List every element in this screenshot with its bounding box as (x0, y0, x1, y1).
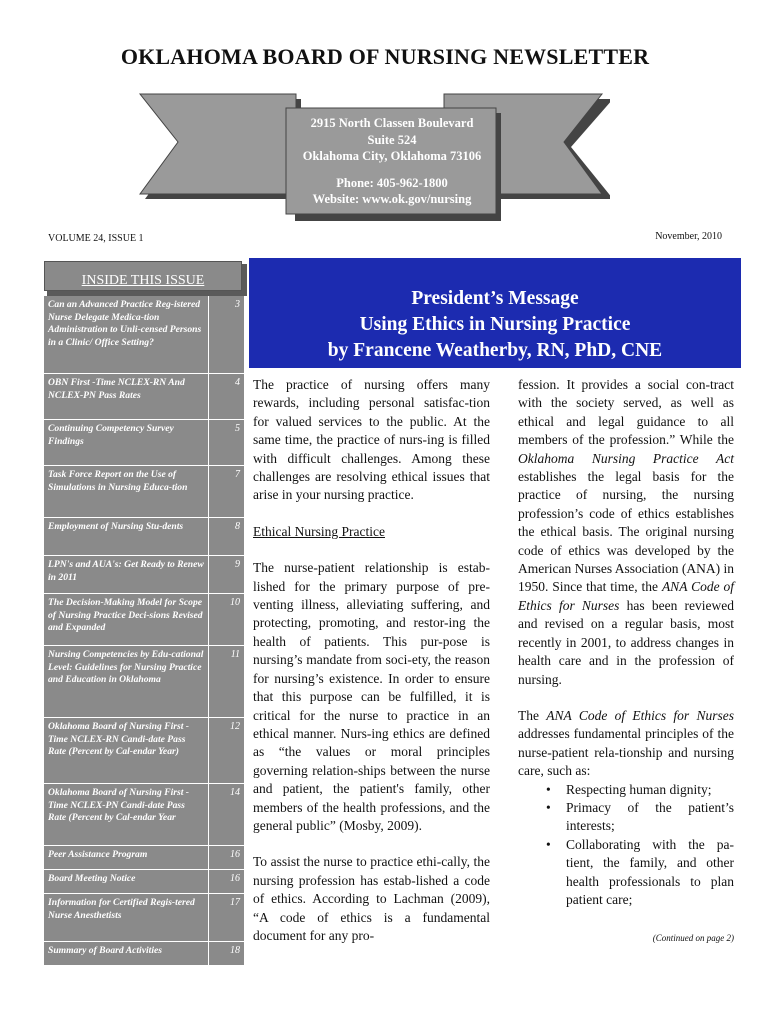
toc-item-title: Oklahoma Board of Nursing First -Time NCLEX-RN Candi-date Pass Rate (Percent by Cal-endar Year) (44, 718, 208, 784)
toc-item-title: Summary of Board Activities (44, 942, 208, 966)
toc-item-title: LPN's and AUA's: Get Ready to Renew in 2011 (44, 556, 208, 594)
issue-date: November, 2010 (655, 231, 722, 242)
toc-row[interactable] (44, 518, 244, 556)
article-title: Using Ethics in Nursing Practice (359, 314, 631, 335)
toc-item-page: 16 (208, 870, 244, 894)
list-item: • Respecting human dignity; (566, 781, 734, 799)
list-item: • Collaborating with the pa-tient, the family, and other health professionals to plan patient care; (566, 836, 734, 910)
paragraph: fession. It provides a social con-tract with the society served, as well as ethical and legal guidance to all members of the profession.” While the Oklahoma Nursing Practice Act establishes the legal basis for the practice of nursing, the nursing profession’s code of ethics establishes the ethical basis. The original nursing code of ethics was developed by the American Nurses Association (ANA) in 1950. Since that time, the ANA Code of Ethics for Nurses has been reviewed and revised on a regular basis, most recently in 2001, to address changes in health care and in the profession of nursing. (518, 377, 734, 687)
article-byline: by Francene Weatherby, RN, PhD, CNE (327, 340, 663, 361)
toc-item-title: Employment of Nursing Stu-dents (44, 518, 208, 556)
toc-item-title: Task Force Report on the Use of Simulations in Nursing Educa-tion (44, 466, 208, 518)
toc-row[interactable] (44, 718, 244, 784)
paragraph: To assist the nurse to practice ethi-cally, the nursing profession has estab-lished a code of ethics. According to Lachman (2009), “A code of ethics is a fundamental document for any pro- (253, 854, 490, 943)
toc-row[interactable] (44, 942, 244, 966)
toc-item-page: 18 (208, 942, 244, 966)
toc-item-page: 5 (208, 420, 244, 466)
toc-item-page: 12 (208, 718, 244, 784)
toc-row[interactable] (44, 466, 244, 518)
toc-item-title: OBN First -Time NCLEX-RN And NCLEX-PN Pass Rates (44, 374, 208, 420)
toc-row[interactable] (44, 870, 244, 894)
toc-row[interactable] (44, 374, 244, 420)
toc-item-page: 16 (208, 846, 244, 870)
paragraph: The practice of nursing offers many rewards, including personal satisfac-tion for valued services to the public. At the same time, the practice of nurs-ing is filled with difficult challenges. Among these challenges are resolving ethical issues that arise in your nursing practice. (253, 377, 490, 503)
article-header (249, 258, 741, 368)
toc-item-title: Board Meeting Notice (44, 870, 208, 894)
article-column-1 (253, 376, 490, 945)
section-heading: Ethical Nursing Practice (253, 523, 385, 539)
address-phone: Phone: 405-962-1800 (336, 175, 448, 190)
paragraph: The ANA Code of Ethics for Nurses addresses fundamental principles of the nurse-patient rela-tionship and nursing care, such as: (518, 707, 734, 779)
toc-item-title: Can an Advanced Practice Reg-istered Nurse Delegate Medica-tion Administration to Unli-censed Persons in a Clinic/ Office Setting? (44, 296, 208, 374)
address-block (287, 115, 497, 208)
list-item: • Primacy of the patient’s interests; (566, 799, 734, 836)
toc-item-title: Nursing Competencies by Edu-cational Level: Guidelines for Nursing Practice and Education in Oklahoma (44, 646, 208, 718)
toc-row[interactable] (44, 646, 244, 718)
newsletter-title: OKLAHOMA BOARD OF NURSING NEWSLETTER (120, 44, 650, 69)
continued-note[interactable]: (Continued on page 2) (652, 933, 734, 943)
toc-item-page: 7 (208, 466, 244, 518)
principles-list (518, 781, 734, 910)
address-city: Oklahoma City, Oklahoma 73106 (302, 149, 482, 163)
toc-row[interactable] (44, 556, 244, 594)
address-suite: Suite 524 (367, 132, 417, 147)
toc-item-title: Continuing Competency Survey Findings (44, 420, 208, 466)
toc-item-page: 8 (208, 518, 244, 556)
toc-item-title: Information for Certified Regis-tered Nurse Anesthetists (44, 894, 208, 942)
toc-row[interactable] (44, 420, 244, 466)
toc-item-page: 10 (208, 594, 244, 646)
article-kicker: President’s Message (411, 288, 579, 309)
address-website[interactable]: Website: www.ok.gov/nursing (312, 192, 472, 206)
article-column-2 (518, 376, 734, 909)
toc-item-page: 4 (208, 374, 244, 420)
toc-row[interactable] (44, 846, 244, 870)
volume-issue: VOLUME 24, ISSUE 1 (48, 233, 144, 244)
toc-item-title: The Decision-Making Model for Scope of Nursing Practice Deci-sions Revised and Expanded (44, 594, 208, 646)
address-street: 2915 North Classen Boulevard (310, 116, 474, 130)
toc-item-page: 14 (208, 784, 244, 846)
toc-item-title: Oklahoma Board of Nursing First -Time NCLEX-PN Candi-date Pass Rate (Percent by Cal-endar Year (44, 784, 208, 846)
inside-this-issue-heading: INSIDE THIS ISSUE (44, 261, 242, 291)
toc-row[interactable] (44, 784, 244, 846)
paragraph: The nurse-patient relationship is estab-lished for the primary purpose of pre-venting illness, alleviating suffering, and protecting, promoting, and restor-ing the health of patients. This pur-pose is nursing’s mandate from soci-ety, the reason for nursing’s existence. In order to ensure that this purpose can be fulfilled, it is critical for the nurse to practice in an ethical manner. Nurs-ing ethics are defined as “the values or moral principles governing relation-ships between the nurse and patient, the patient's family, other members of the health professions, and the general public” (Mosby, 2009). (253, 560, 490, 833)
toc-item-page: 9 (208, 556, 244, 594)
toc-item-page: 11 (208, 646, 244, 718)
toc-item-title: Peer Assistance Program (44, 846, 208, 870)
toc-item-page: 3 (208, 296, 244, 374)
toc-row[interactable] (44, 296, 244, 374)
toc-row[interactable] (44, 594, 244, 646)
toc-row[interactable] (44, 894, 244, 942)
toc-item-page: 17 (208, 894, 244, 942)
